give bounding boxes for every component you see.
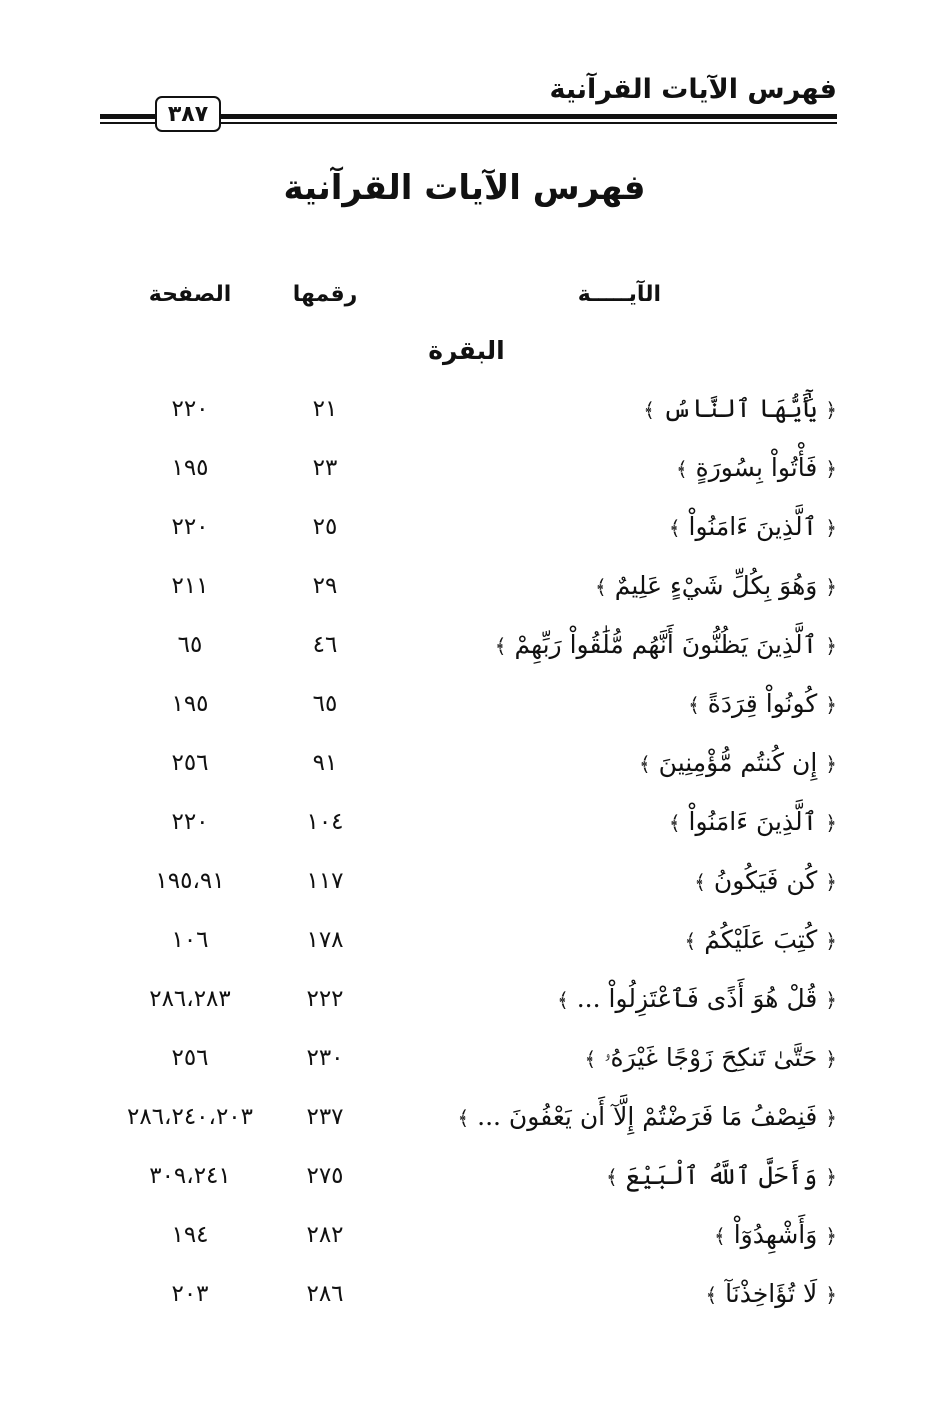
ornate-bracket-close: ﴾	[595, 575, 607, 599]
verse-words: وَأَحَلَّ ٱللَّهُ ٱلْبَيْعَ	[625, 1161, 818, 1190]
verse-words: إِن كُنتُم مُّؤْمِنِينَ	[658, 748, 818, 777]
column-header-page: الصفحة	[148, 282, 232, 307]
verse-number: ٢٣٠	[306, 1045, 344, 1071]
page-reference: ٣٠٩،٢٤١	[149, 1163, 231, 1189]
verse-words: فَنِصْفُ مَا فَرَضْتُمْ إِلَّآ أَن يَعْفُونَ ...	[477, 1102, 818, 1131]
verse-text	[643, 394, 837, 423]
index-row	[0, 734, 929, 793]
index-row	[0, 616, 929, 675]
verse-number: ١٧٨	[306, 927, 344, 953]
verse-words: ٱلَّذِينَ ءَامَنُواْ	[688, 807, 818, 836]
index-title: فهرس الآيات القرآنية	[283, 168, 646, 208]
ornate-bracket-open: ﴿	[825, 1106, 837, 1130]
ornate-bracket-open: ﴿	[825, 398, 837, 422]
verse-words: فَأْتُواْ بِسُورَةٍ	[695, 453, 818, 482]
verse-number: ٢٩	[312, 573, 338, 599]
verse-number: ٦٥	[312, 691, 338, 717]
verse-text	[457, 1102, 837, 1131]
verse-text	[669, 807, 837, 836]
ornate-bracket-close: ﴾	[705, 1283, 718, 1307]
index-row	[0, 970, 929, 1029]
page-reference: ٢٢٠	[171, 514, 209, 540]
ornate-bracket-open: ﴿	[825, 929, 837, 953]
verse-text	[705, 1279, 837, 1308]
page-reference: ٢٥٦	[171, 750, 209, 776]
running-header-title: فهرس الآيات القرآنية	[549, 74, 837, 105]
verse-text	[595, 571, 837, 600]
ornate-bracket-close: ﴾	[494, 634, 507, 658]
page-reference: ١٩٥	[171, 691, 209, 717]
verse-words: كُتِبَ عَلَيْكُمُ	[704, 925, 818, 954]
index-row	[0, 793, 929, 852]
verse-number: ٤٦	[312, 632, 338, 658]
ornate-bracket-open: ﴿	[825, 752, 837, 776]
page-reference: ٢٥٦	[171, 1045, 209, 1071]
column-header-verse: الآيـــــة	[577, 282, 661, 307]
page-reference: ١٩٥،٩١	[155, 868, 225, 894]
ornate-bracket-close: ﴾	[557, 988, 569, 1012]
surah-heading: البقرة	[428, 336, 505, 365]
verse-number: ١١٧	[306, 868, 344, 894]
ornate-bracket-open: ﴿	[825, 693, 837, 717]
verse-number: ٢٣٧	[306, 1104, 344, 1130]
verse-text	[639, 748, 837, 777]
verse-words: ٱلَّذِينَ يَظُنُّونَ أَنَّهُم مُّلَٰقُواْ رَبِّهِمْ	[514, 630, 818, 659]
verse-words: قُلْ هُوَ أَذًى فَٱعْتَزِلُواْ ...	[576, 984, 818, 1013]
ornate-bracket-close: ﴾	[688, 693, 700, 717]
ornate-bracket-open: ﴿	[825, 1047, 837, 1071]
verse-text	[714, 1220, 837, 1249]
verse-text	[694, 866, 837, 895]
ornate-bracket-close: ﴾	[643, 398, 655, 422]
verse-number: ٩١	[312, 750, 338, 776]
page-reference: ١٠٦	[171, 927, 209, 953]
verse-text	[606, 1161, 837, 1190]
page-reference: ٢٨٦،٢٨٣	[149, 986, 231, 1012]
ornate-bracket-close: ﴾	[639, 752, 651, 776]
verse-words: كُن فَيَكُونُ	[713, 866, 818, 895]
verse-words: وَأَشْهِدُوٓاْ	[733, 1220, 818, 1249]
page-reference: ٢٠٣	[171, 1281, 209, 1307]
verse-text	[676, 453, 837, 482]
ornate-bracket-close: ﴾	[684, 929, 697, 953]
page-reference: ١٩٥	[171, 455, 209, 481]
index-row	[0, 498, 929, 557]
verse-index-table	[0, 380, 929, 1324]
verse-words: يَٰٓأَيُّهَا ٱلنَّاسُ	[662, 394, 818, 423]
verse-number: ٢١	[312, 396, 338, 422]
index-row	[0, 1029, 929, 1088]
verse-words: حَتَّىٰ تَنكِحَ زَوْجًا غَيْرَهُۥ	[604, 1043, 818, 1072]
verse-text	[685, 925, 837, 954]
ornate-bracket-open: ﴿	[825, 870, 837, 894]
ornate-bracket-open: ﴿	[825, 811, 837, 835]
ornate-bracket-open: ﴿	[825, 457, 837, 481]
page-reference: ٦٥	[177, 632, 203, 658]
verse-text	[669, 512, 837, 541]
index-row	[0, 557, 929, 616]
ornate-bracket-close: ﴾	[668, 516, 681, 540]
index-row	[0, 439, 929, 498]
verse-text	[585, 1043, 837, 1073]
ornate-bracket-open: ﴿	[825, 634, 837, 658]
verse-words: وَهُوَ بِكُلِّ شَيْءٍ عَلِيمٌ	[614, 571, 818, 600]
ornate-bracket-close: ﴾	[457, 1106, 470, 1130]
page-reference: ٢٢٠	[171, 396, 209, 422]
index-row	[0, 675, 929, 734]
verse-words: كُونُواْ قِرَدَةً	[707, 689, 818, 718]
verse-number: ١٠٤	[306, 809, 344, 835]
page-reference: ٢٢٠	[171, 809, 209, 835]
index-row	[0, 911, 929, 970]
ornate-bracket-close: ﴾	[668, 811, 681, 835]
ornate-bracket-close: ﴾	[675, 457, 688, 481]
page-number: ٣٨٧	[155, 96, 221, 132]
verse-number: ٢٥	[312, 514, 338, 540]
ornate-bracket-open: ﴿	[825, 516, 837, 540]
ornate-bracket-open: ﴿	[825, 1224, 837, 1248]
index-row	[0, 1147, 929, 1206]
verse-text	[557, 984, 837, 1013]
verse-text	[495, 630, 837, 659]
ornate-bracket-close: ﴾	[605, 1165, 618, 1189]
verse-number: ٢٧٥	[306, 1163, 344, 1189]
ornate-bracket-close: ﴾	[694, 870, 706, 894]
ornate-bracket-open: ﴿	[825, 1165, 837, 1189]
index-row	[0, 1265, 929, 1324]
page-reference: ٢١١	[171, 573, 209, 599]
ornate-bracket-close: ﴾	[584, 1047, 597, 1071]
ornate-bracket-open: ﴿	[825, 1283, 837, 1307]
page-reference: ١٩٤	[171, 1222, 209, 1248]
index-row	[0, 1206, 929, 1265]
verse-words: ٱلَّذِينَ ءَامَنُواْ	[688, 512, 818, 541]
ornate-bracket-open: ﴿	[825, 575, 837, 599]
page-reference: ٢٨٦،٢٤٠،٢٠٣	[126, 1104, 254, 1130]
verse-text	[688, 689, 837, 718]
verse-words: لَا تُؤَاخِذْنَآ	[725, 1279, 818, 1308]
verse-number: ٢٢٢	[306, 986, 344, 1012]
verse-number: ٢٨٦	[306, 1281, 344, 1307]
index-row	[0, 1088, 929, 1147]
index-row	[0, 852, 929, 911]
verse-number: ٢٣	[312, 455, 338, 481]
ornate-bracket-close: ﴾	[714, 1224, 726, 1248]
column-header-number: رقمها	[292, 282, 358, 307]
index-row	[0, 380, 929, 439]
verse-number: ٢٨٢	[306, 1222, 344, 1248]
ornate-bracket-open: ﴿	[825, 988, 837, 1012]
